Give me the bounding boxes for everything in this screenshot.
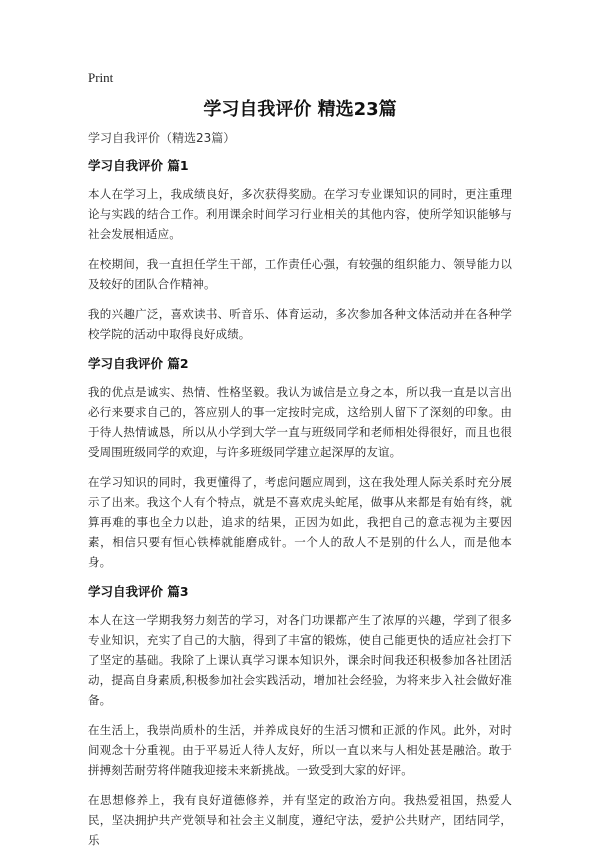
paragraph: 在思想修养上，我有良好道德修养，并有坚定的政治方向。我热爱祖国，热爱人民，坚决拥护共产党领导和社会主义制度，遵纪守法，爱护公共财产，团结同学，乐 [88, 793, 512, 847]
print-link[interactable]: Print [88, 70, 114, 85]
paragraph: 本人在学习上，我成绩良好，多次获得奖励。在学习专业课知识的同时，更注重理论与实践的结合工作。利用课余时间学习行业相关的其他内容，使所学知识能够与社会发展相适应。 [88, 187, 512, 241]
section-title: 学习自我评价 篇2 [88, 356, 189, 371]
paragraph: 在生活上，我崇尚质朴的生活，并养成良好的生活习惯和正派的作风。此外，对时间观念十分重视。由于平易近人待人友好，所以一直以来与人相处甚是融洽。敢于拼搏刻苦耐劳将伴随我迎接未来新挑战。一致受到大家的好评。 [88, 723, 512, 777]
document-subtitle: 学习自我评价（精选23篇） [88, 131, 236, 145]
paragraph: 在学习知识的同时，我更懂得了，考虑问题应周到，这在我处理人际关系时充分展示了出来。我这个人有个特点，就是不喜欢虎头蛇尾，做事从来都是有始有终，就算再难的事也全力以赴，追求的结果，正因为如此，我把自己的意志视为主要因素，相信只要有恒心铁棒就能磨成针。一个人的敌人不是别的什么人，而是他本身。 [88, 475, 512, 569]
paragraph: 在校期间，我一直担任学生干部，工作责任心强，有较强的组织能力、领导能力以及较好的团队合作精神。 [88, 257, 512, 291]
paragraph: 我的优点是诚实、热情、性格坚毅。我认为诚信是立身之本，所以我一直是以言出必行来要求自己的，答应别人的事一定按时完成，这给别人留下了深刻的印象。由于待人热情诚恳，所以从小学到大学一直与班级同学和老师相处得很好，而且也很受周围班级同学的欢迎，与许多班级同学建立起深厚的友谊。 [88, 385, 512, 459]
document-body [88, 128, 512, 860]
paragraph: 我的兴趣广泛，喜欢读书、听音乐、体育运动，多次参加各种文体活动并在各种学校学院的活动中取得良好成绩。 [88, 307, 512, 341]
document-title: 学习自我评价 精选23篇 [203, 99, 397, 120]
section-title: 学习自我评价 篇3 [88, 584, 189, 599]
section-title: 学习自我评价 篇1 [88, 158, 189, 173]
paragraph: 本人在这一学期我努力刻苦的学习，对各门功课都产生了浓厚的兴趣，学到了很多专业知识，充实了自己的大脑，得到了丰富的锻炼，使自己能更快的适应社会打下了坚定的基础。我除了上课认真学习课本知识外，课余时间我还积极参加各社团活动，提高自身素质,积极参加社会实践活动，增加社会经验，为将来步入社会做好准备。 [88, 613, 512, 707]
